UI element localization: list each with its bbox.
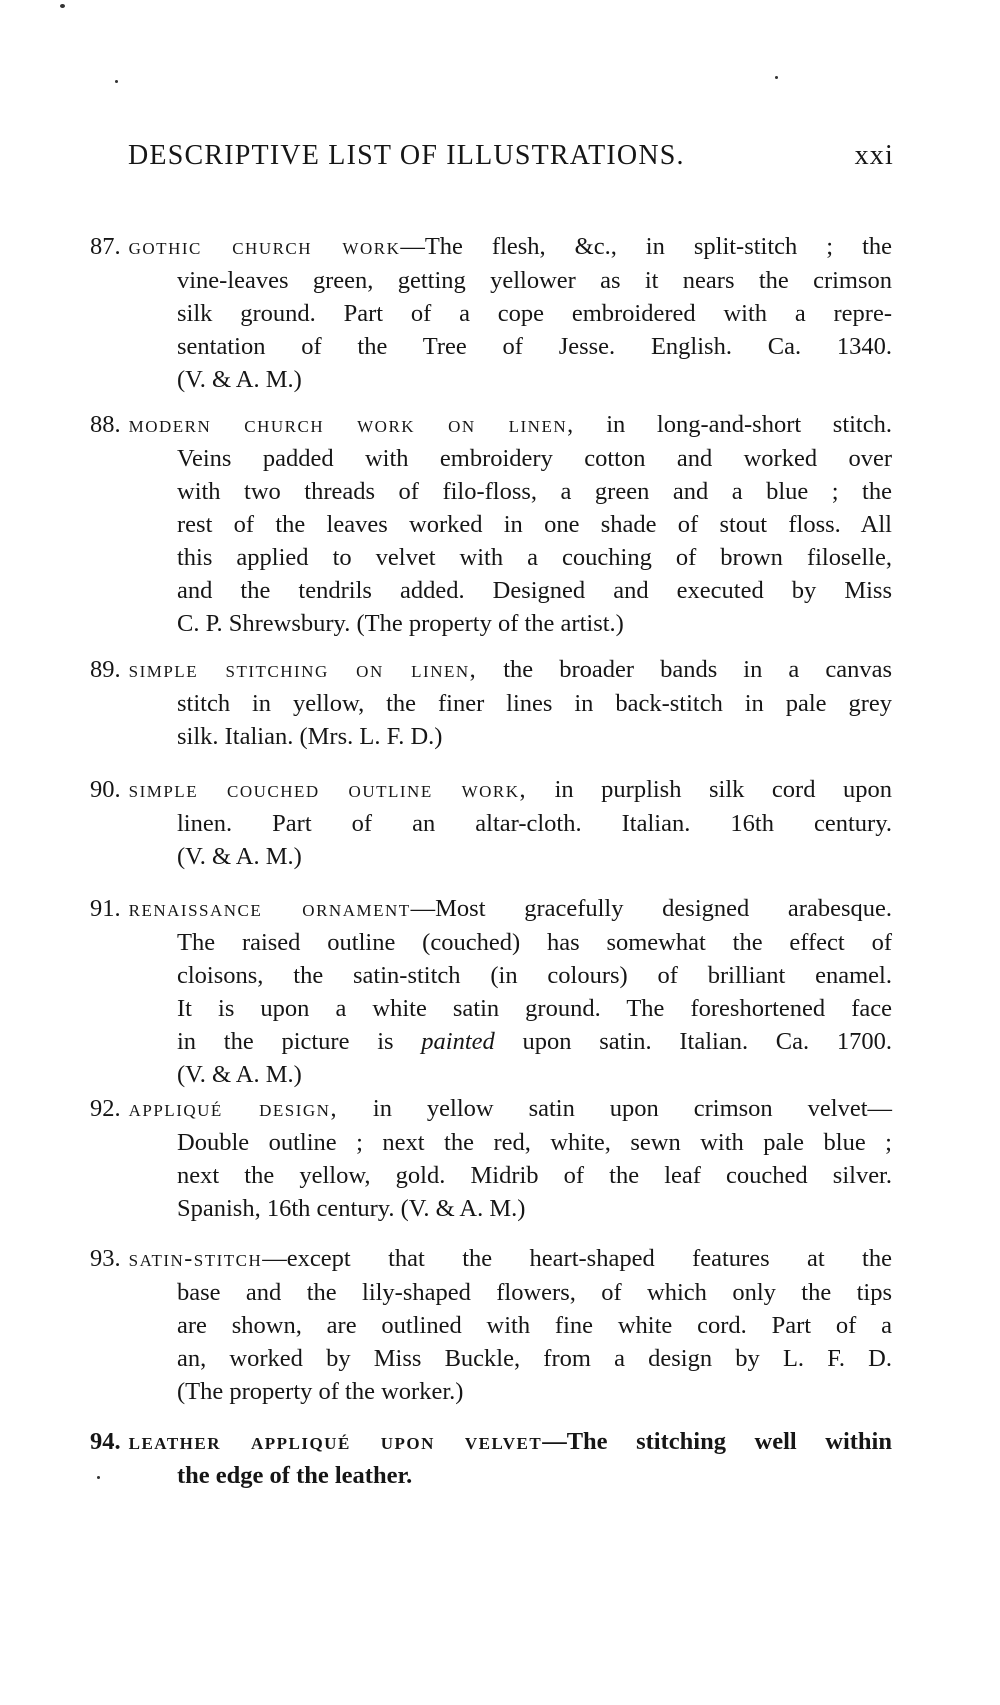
item-label: simple couched outline work, (128, 777, 528, 803)
item-line (177, 1025, 892, 1058)
item-line: sentation of the Tree of Jesse. English. Ca. 1340. (177, 333, 892, 360)
item-text: —The flesh, &c., in split-stitch ; the (400, 233, 892, 260)
page-header (128, 140, 894, 172)
item-line: (The property of the worker.) (177, 1378, 464, 1405)
item-first-line (90, 1425, 892, 1459)
list-item (90, 230, 892, 396)
page-number: xxi (854, 140, 894, 171)
list-item (90, 408, 892, 640)
list-item (90, 653, 892, 753)
item-number: 92. (90, 1095, 121, 1122)
item-number: 89. (90, 656, 121, 683)
item-text-segment: upon satin. Italian. Ca. 1700. (494, 1028, 892, 1055)
item-line: silk ground. Part of a cope embroidered with a repre- (177, 300, 892, 327)
item-label: simple stitching on linen, (128, 657, 478, 683)
item-label: leather appliqué upon velvet (128, 1429, 543, 1455)
item-line: are shown, are outlined with fine white cord. Part of a (177, 1312, 892, 1339)
item-line: vine-leaves green, getting yellower as it nears the crimson (177, 267, 892, 294)
item-line: this applied to velvet with a couching of brown filoselle, (177, 544, 892, 571)
item-text: in yellow satin upon crimson velvet— (337, 1095, 893, 1122)
item-number: 88. (90, 411, 121, 438)
item-number: 87. (90, 233, 121, 260)
item-label: gothic church work (128, 234, 401, 260)
list-item (90, 1092, 892, 1225)
item-first-line (90, 408, 892, 442)
item-label: satin-stitch (128, 1246, 263, 1272)
list-item (90, 773, 892, 873)
item-line: It is upon a white satin ground. The foreshortened face (177, 995, 892, 1022)
item-first-line (90, 1242, 892, 1276)
item-first-line (90, 653, 892, 687)
item-line: base and the lily-shaped flowers, of which only the tips (177, 1279, 892, 1306)
item-first-line (90, 230, 892, 264)
item-line: next the yellow, gold. Midrib of the leaf couched silver. (177, 1162, 892, 1189)
item-line: Spanish, 16th century. (V. & A. M.) (177, 1195, 526, 1222)
item-number: 93. (90, 1245, 121, 1272)
item-label: appliqué design, (128, 1096, 338, 1122)
item-first-line (90, 892, 892, 926)
item-number: 91. (90, 895, 121, 922)
item-text: in purplish silk cord upon (527, 776, 892, 803)
item-line: (V. & A. M.) (177, 366, 302, 393)
item-italic-word: painted (421, 1028, 495, 1055)
item-text: the broader bands in a canvas (477, 656, 892, 683)
item-line: C. P. Shrewsbury. (The property of the artist.) (177, 610, 624, 637)
item-text: —The stitching well within (542, 1428, 892, 1455)
item-line: linen. Part of an altar-cloth. Italian. 16th century. (177, 810, 892, 837)
item-line: and the tendrils added. Designed and executed by Miss (177, 577, 892, 604)
item-line: The raised outline (couched) has somewhat the effect of (177, 929, 892, 956)
item-line: (V. & A. M.) (177, 843, 302, 870)
item-text: in long-and-short stitch. (574, 411, 892, 438)
item-line: stitch in yellow, the finer lines in back-stitch in pale grey (177, 690, 892, 717)
item-text: —except that the heart-shaped features at the (262, 1245, 892, 1272)
item-line: (V. & A. M.) (177, 1061, 302, 1088)
item-number: 94. (90, 1428, 121, 1455)
item-line: Double outline ; next the red, white, sewn with pale blue ; (177, 1129, 892, 1156)
item-line: cloisons, the satin-stitch (in colours) of brilliant enamel. (177, 962, 892, 989)
page-title: DESCRIPTIVE LIST OF ILLUSTRATIONS. (128, 140, 685, 171)
item-number: 90. (90, 776, 121, 803)
item-label: modern church work on linen, (128, 412, 575, 438)
list-item (90, 1425, 892, 1492)
item-label: renaissance ornament (128, 896, 411, 922)
item-line: rest of the leaves worked in one shade of stout floss. All (177, 511, 892, 538)
item-line: silk. Italian. (Mrs. L. F. D.) (177, 723, 443, 750)
item-text: —Most gracefully designed arabesque. (410, 895, 892, 922)
item-line: with two threads of filo-floss, a green and a blue ; the (177, 478, 892, 505)
item-first-line (90, 773, 892, 807)
item-line: Veins padded with embroidery cotton and worked over (177, 445, 892, 472)
list-item (90, 892, 892, 1091)
item-line: the edge of the leather. (177, 1462, 413, 1489)
item-text-segment: in the picture is (177, 1028, 422, 1055)
item-line: an, worked by Miss Buckle, from a design by L. F. D. (177, 1345, 892, 1372)
item-first-line (90, 1092, 892, 1126)
list-item (90, 1242, 892, 1408)
